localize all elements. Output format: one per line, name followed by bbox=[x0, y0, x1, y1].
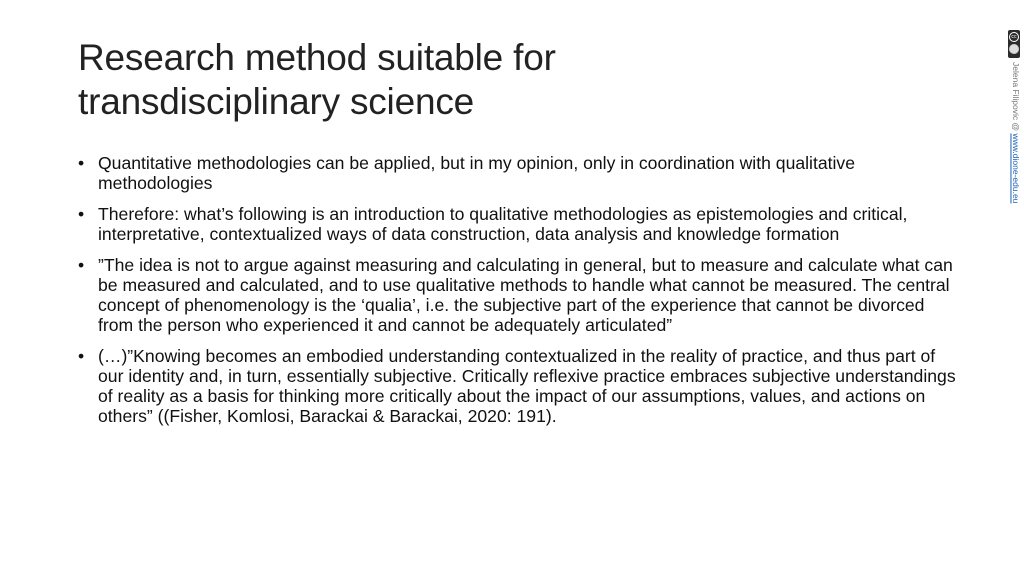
by-attribution-icon bbox=[1009, 44, 1019, 54]
cc-symbol: cc bbox=[1009, 32, 1019, 42]
bullet-list bbox=[78, 153, 958, 437]
website-link[interactable]: www.dione-edu.eu bbox=[1011, 133, 1021, 204]
slide-title bbox=[78, 36, 938, 124]
bullet-item-2 bbox=[78, 204, 958, 244]
author-credit-text: Jelena Filipovic @ bbox=[1011, 62, 1021, 134]
bullet-marker: • bbox=[78, 255, 85, 275]
slide-title-line-1: Research method suitable for bbox=[78, 37, 556, 78]
bullet-text-2: Therefore: what’s following is an introduction to qualitative methodologies as epistemologies and critical, interpretative, contextualized ways of data construction, data analysis and knowledge formation bbox=[98, 204, 908, 244]
bullet-text-3: ”The idea is not to argue against measuring and calculating in general, but to measure and calculate what can be measured and calculated, and to use qualitative methods to handle what cannot be measured. The central concept of phenomenology is the ‘qualia’, i.e. the subjective part of the experience that cannot be divorced from the person who experienced it and cannot be adequately articulated” bbox=[98, 255, 953, 335]
bullet-item-3 bbox=[78, 255, 958, 335]
bullet-item-4 bbox=[78, 346, 958, 426]
bullet-item-1 bbox=[78, 153, 958, 193]
bullet-text-1: Quantitative methodologies can be applied, but in my opinion, only in coordination with qualitative methodologies bbox=[98, 153, 856, 193]
bullet-marker: • bbox=[78, 346, 85, 366]
bullet-text-4: (…)”Knowing becomes an embodied understanding contextualized in the reality of practice, and thus part of our identity and, in turn, essentially subjective. Critically reflexive practice embraces subjective understandings of reality as a basis for thinking more critically about the impact of our assumptions, values, and actions on others” ((Fisher, Komlosi, Barackai & Barackai, 2020: 191). bbox=[98, 346, 956, 426]
bullet-marker: • bbox=[78, 153, 85, 173]
slide-title-line-2: transdisciplinary science bbox=[78, 81, 475, 122]
bullet-marker: • bbox=[78, 204, 85, 224]
author-credit bbox=[1010, 62, 1022, 212]
creative-commons-icon bbox=[1008, 30, 1020, 58]
